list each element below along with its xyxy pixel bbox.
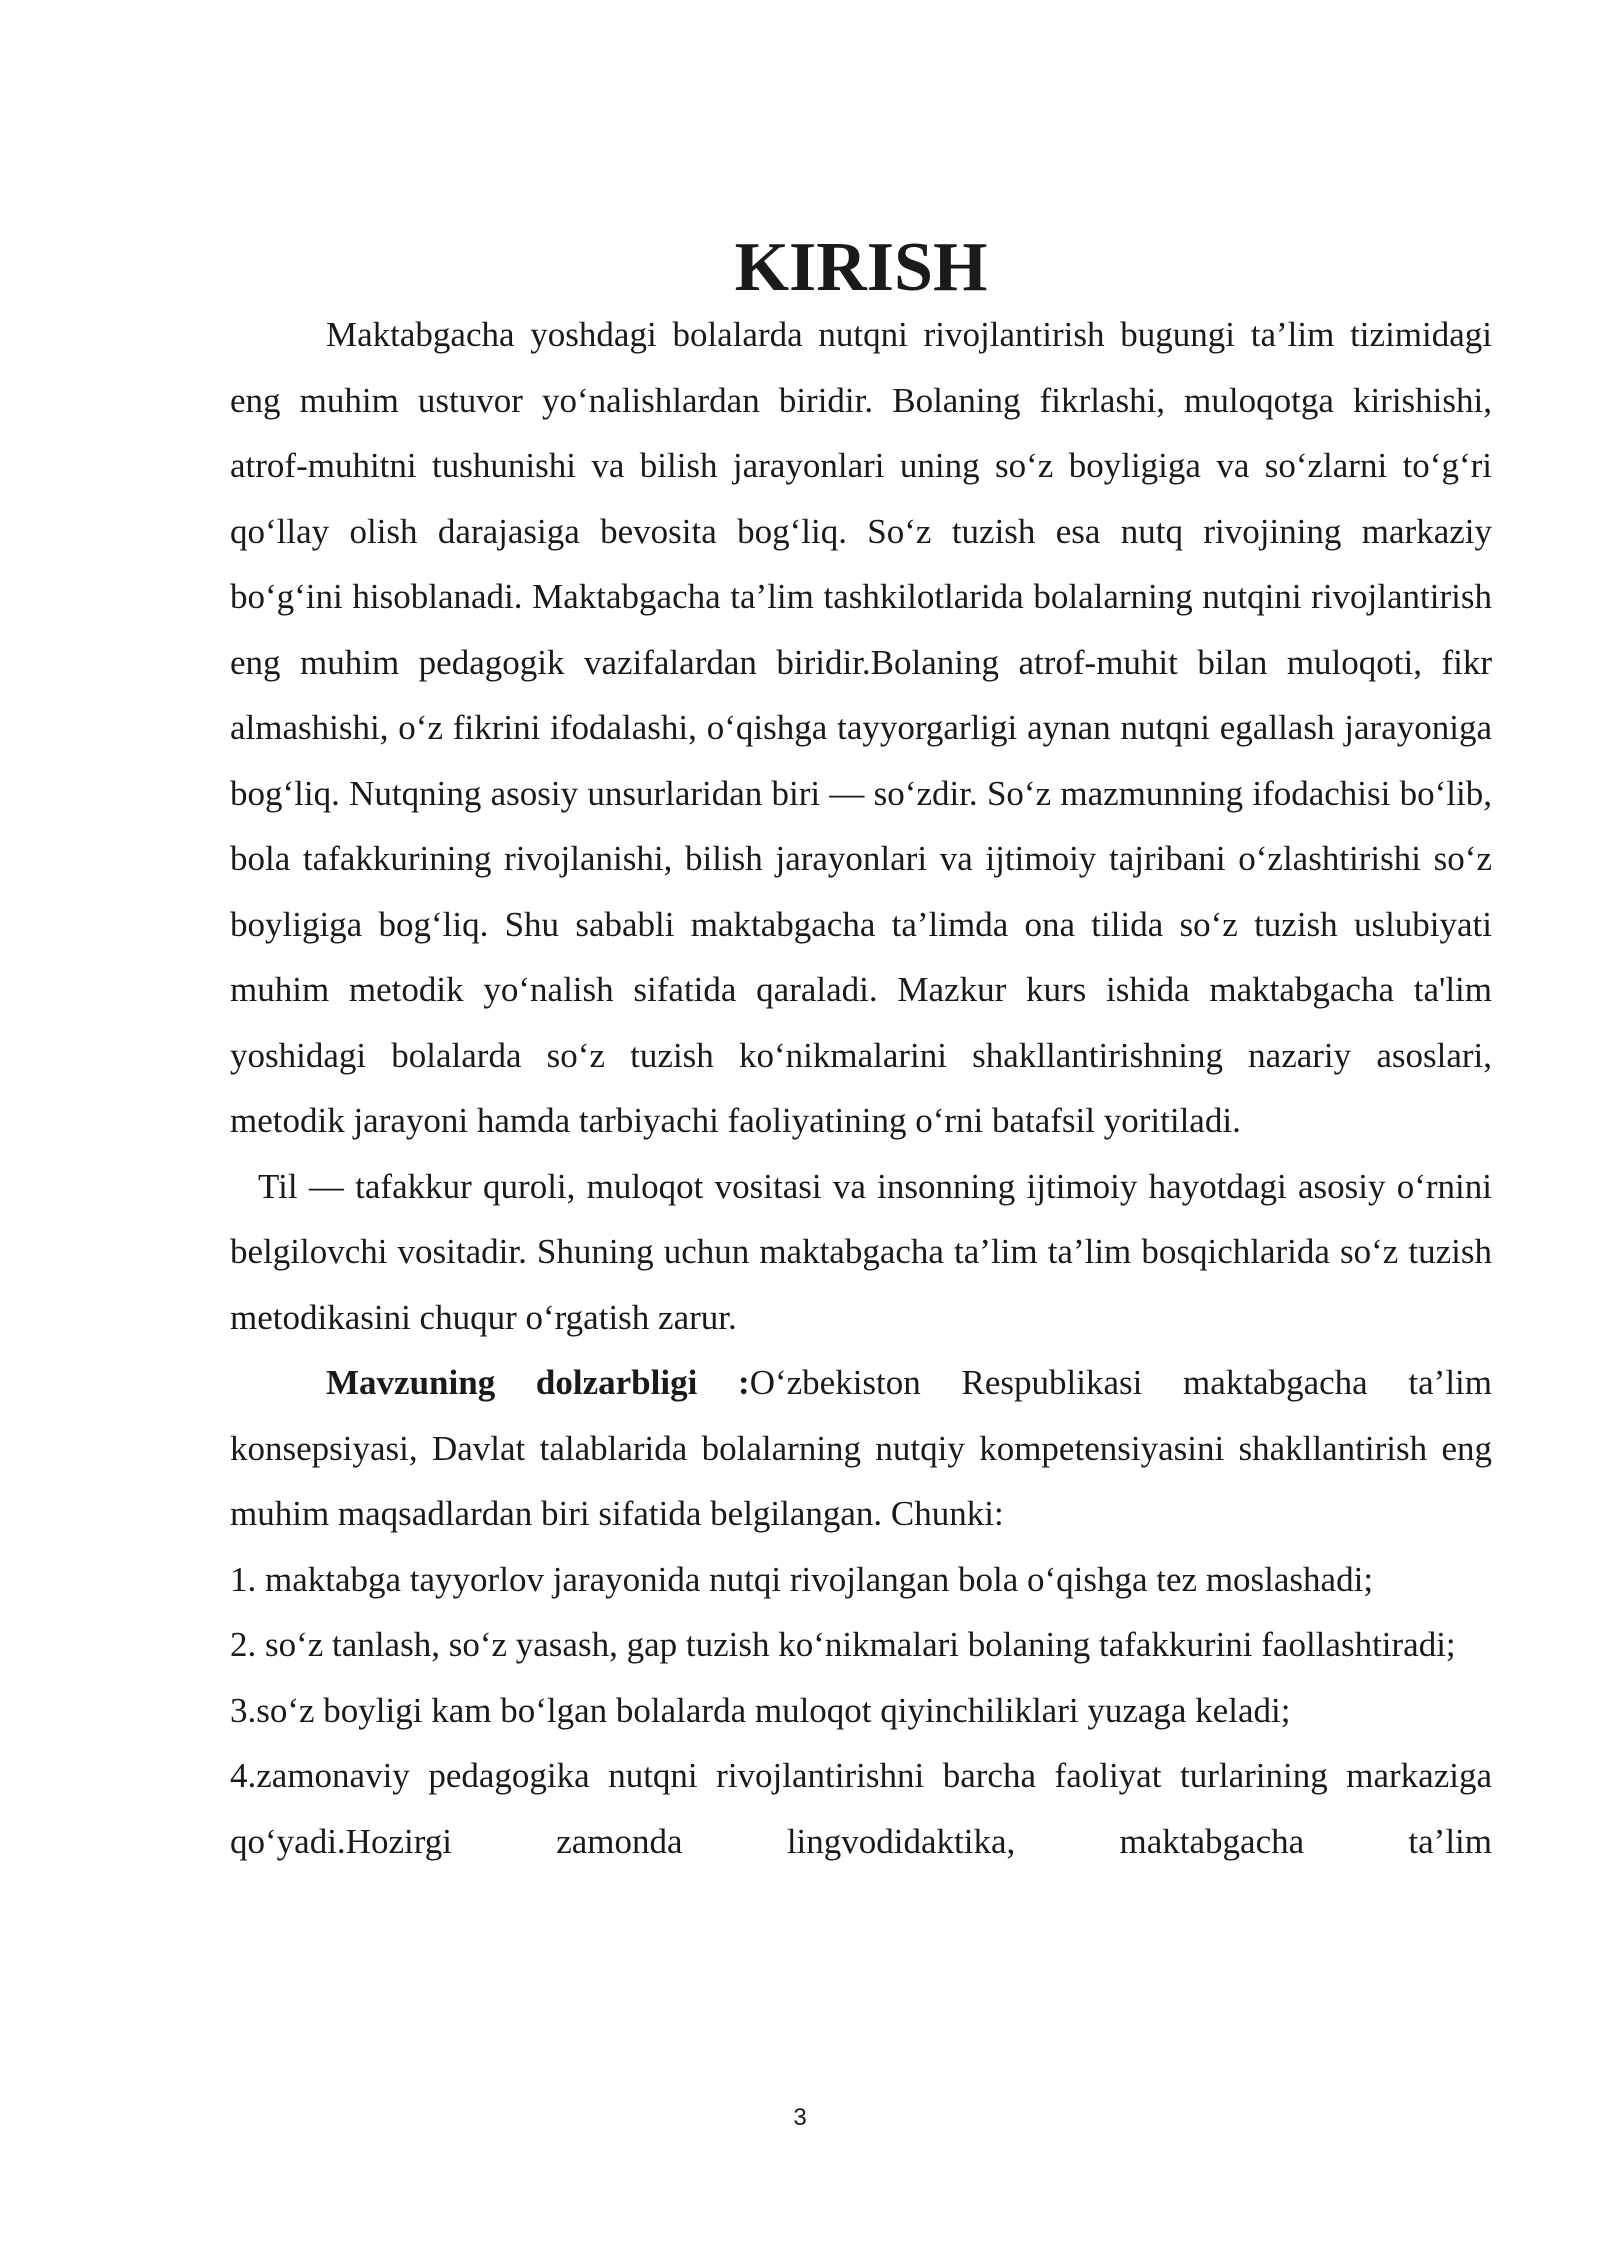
relevance-text: O‘zbekiston Respublikasi maktabgacha ta’lim konsepsiyasi, Davlat talablarida bolalarning nutqiy kompetensiyasini shakllantirish eng muhim maqsadlardan biri sifatida belgilangan. Chunki: [230,1363,1492,1533]
page-title: KIRISH [734,229,988,306]
language-paragraph: Til — tafakkur quroli, muloqot vositasi va insonning ijtimoiy hayotdagi asosiy o‘rnini belgilovchi vositadir. Shuning uchun maktabgacha ta’lim ta’lim bosqichlarida so‘z tuzish metodikasini chuqur o‘rgatish zarur. [230,1166,1492,1337]
list-item: 4.zamonaviy pedagogika nutqni rivojlantirishni barcha faoliyat turlarining markaziga qo‘yadi.Hozirgi zamonda lingvodidaktika, maktabgacha ta’lim [230,1756,1492,1861]
list-item: 1. maktabga tayyorlov jarayonida nutqi rivojlangan bola o‘qishga tez moslashadi; [230,1559,1374,1599]
relevance-label: Mavzuning dolzarbligi : [326,1363,750,1402]
page-number: 3 [793,2104,807,2131]
page-body [230,229,1492,1874]
relevance-paragraph [230,1350,1492,1547]
list-item: 3.so‘z boyligi kam bo‘lgan bolalarda muloqot qiyinchiliklari yuzaga keladi; [230,1690,1291,1730]
intro-paragraph: Maktabgacha yoshdagi bolalarda nutqni rivojlantirish bugungi ta’lim tizimidagi eng muhim ustuvor yo‘nalishlardan biridir. Bolaning fikrlashi, muloqotga kirishishi, atrof-muhitni tushunishi va bilish jarayonlari uning so‘z boyligiga va so‘zlarni to‘g‘ri qo‘llay olish darajasiga bevosita bog‘liq. So‘z tuzish esa nutq rivojining markaziy bo‘g‘ini hisoblanadi. Maktabgacha ta’lim tashkilotlarida bolalarning nutqini rivojlantirish eng muhim pedagogik vazifalardan biridir.Bolaning atrof-muhit bilan muloqoti, fikr almashishi, o‘z fikrini ifodalashi, o‘qishga tayyorgarligi aynan nutqni egallash jarayoniga bog‘liq. Nutqning asosiy unsurlaridan biri — so‘zdir. So‘z mazmunning ifodachisi bo‘lib, bola tafakkurining rivojlanishi, bilish jarayonlari va ijtimoiy tajribani o‘zlashtirishi so‘z boyligiga bog‘liq. Shu sababli maktabgacha ta’limda ona tilida so‘z tuzish uslubiyati muhim metodik yo‘nalish sifatida qaraladi. Mazkur kurs ishida maktabgacha ta'lim yoshidagi bolalarda so‘z tuzish ko‘nikmalarini shakllantirishning nazariy asoslari, metodik jarayoni hamda tarbiyachi faoliyatining o‘rni batafsil yoritiladi. [230,315,1492,1140]
list-item: 2. so‘z tanlash, so‘z yasash, gap tuzish ko‘nikmalari bolaning tafakkurini faollashtiradi; [230,1625,1456,1664]
